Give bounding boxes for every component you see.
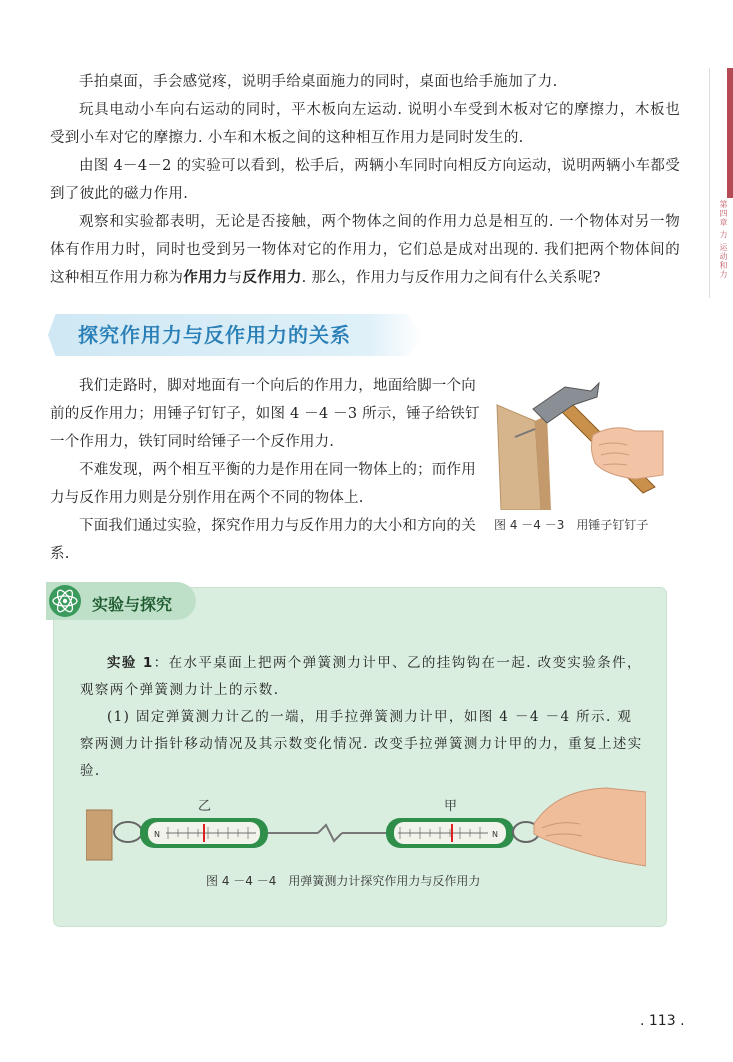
chapter-tab: 第四章 力 运动和力 [719,200,728,280]
gauge-yi-label: 乙 [198,799,212,814]
experiment-1-text: ：在水平桌面上把两个弹簧测力计甲、乙的挂钩钩在一起. 改变实验条件，观察两个弹簧测力计上的示数. [80,655,642,698]
section-paragraph-2: 不难发现，两个相互平衡的力是作用在同一物体上的；而作用力与反作用力则是分别作用在两个不同的物体上. [50,462,476,506]
intro-paragraph-4 [50,208,680,292]
intro-paragraph-2: 玩具电动小车向右运动的同时，平木板向左运动. 说明小车受到木板对它的摩擦力，木板也受到小车对它的摩擦力. 小车和木板之间的这种相互作用力是同时发生的. [50,102,680,146]
hammer-nail-figure [495,375,665,510]
term-action-force: 作用力 [183,270,228,286]
gauge-jia-label: 甲 [444,799,458,814]
figure-4-4-3-caption: 图 4 －4 －3 用锤子钉钉子 [494,518,649,532]
intro-paragraph-1: 手拍桌面，手会感觉疼，说明手给桌面施力的同时，桌面也给手施加了力. [79,74,558,90]
intro-p4-text-a: 观察和实验都表明，无论是否接触，两个物体之间的作用力总是相互的. 一个物体对另一物体有作用力时，同时也受到另一物体对它的作用力，它们总是成对出现的. 我们把两个物体间的这种相互作用力称为 [50,214,680,286]
section-paragraph-3: 下面我们通过实验，探究作用力与反作用力的大小和方向的关系. [50,518,476,562]
intro-p4-text-b: . 那么，作用力与反作用力之间有什么关系呢? [301,270,601,286]
spring-scale-figure [86,780,646,870]
margin-rule [709,68,710,298]
page-number: . 113 . [640,1013,685,1029]
atom-icon [48,584,82,618]
experiment-title: 实验与探究 [92,595,173,614]
figure-4-4-4-caption: 图 4 －4 －4 用弹簧测力计探究作用力与反作用力 [206,874,481,888]
experiment-paragraph-1 [80,650,646,704]
gauge-jia-unit: N [492,830,498,839]
section-paragraph-1: 我们走路时，脚对地面有一个向后的作用力，地面给脚一个向前的反作用力；用锤子钉钉子，如图 4 －4 －3 所示，锤子给铁钉一个作用力，铁钉同时给锤子一个反作用力. [50,378,480,450]
gauge-yi-unit: N [154,830,160,839]
intro-paragraph-3: 由图 4－4－2 的实验可以看到，松手后，两辆小车同时向相反方向运动，说明两辆小车都受到了彼此的磁力作用. [50,158,680,202]
term-reaction-force: 反作用力 [242,270,302,286]
section-title: 探究作用力与反作用力的关系 [78,323,351,347]
experiment-1-label: 实验 1 [107,655,154,671]
experiment-paragraph-2: (1) 固定弹簧测力计乙的一端，用手拉弹簧测力计甲，如图 4 －4 －4 所示. 观察两测力计指针移动情况及其示数变化情况. 改变手拉弹簧测力计甲的力，重复上述实验. [80,709,643,779]
chapter-marker [727,68,733,198]
intro-p4-and: 与 [227,270,243,286]
